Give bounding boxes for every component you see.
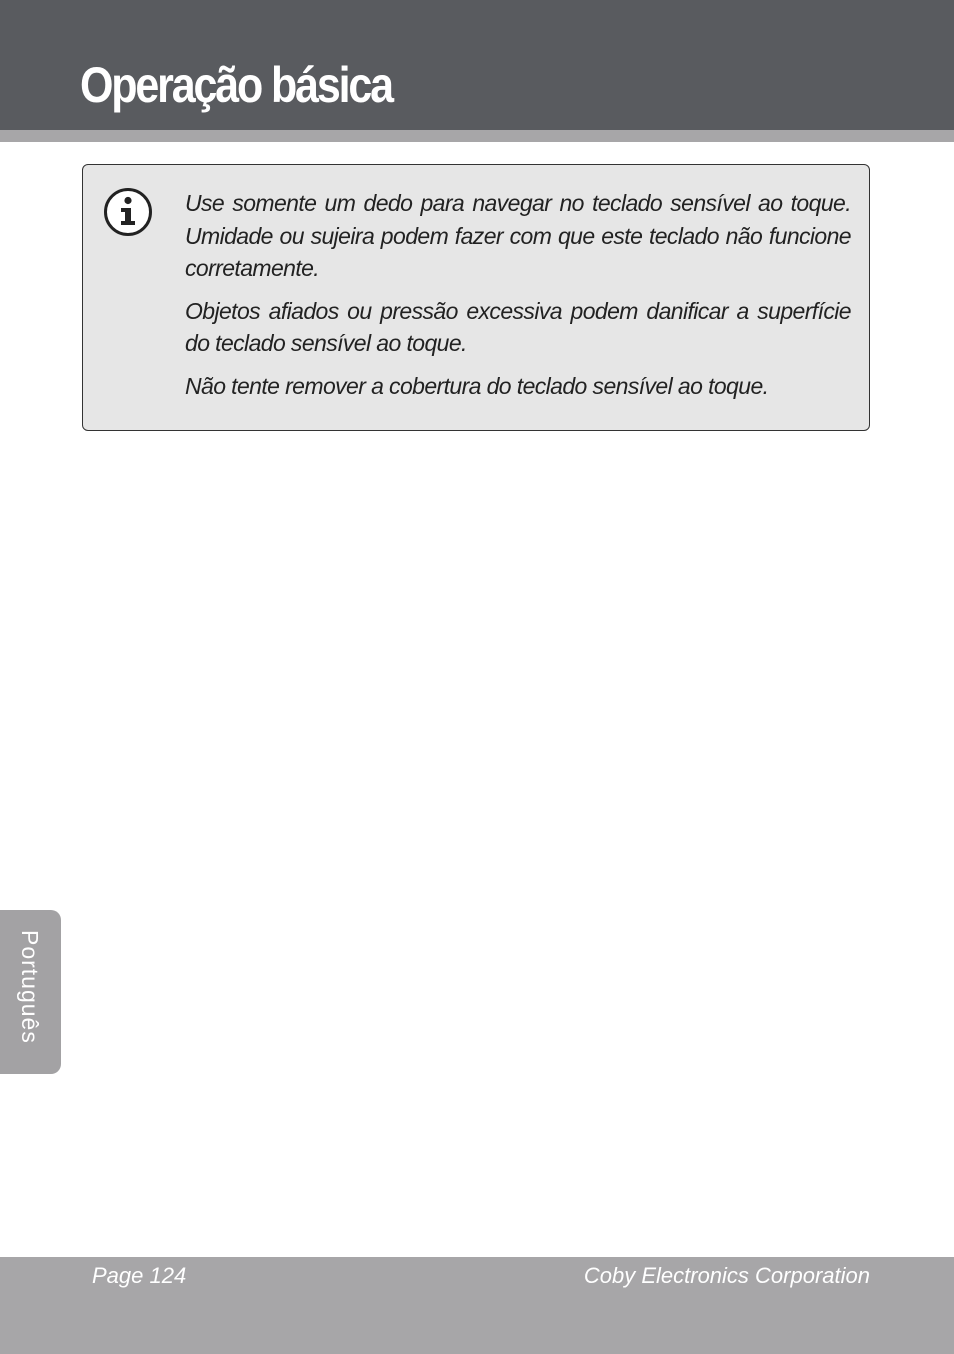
- header-stripe: [0, 130, 954, 142]
- info-icon: [103, 187, 153, 237]
- page-header: [0, 0, 954, 130]
- page-footer: [0, 1257, 954, 1354]
- language-tab: [0, 910, 61, 1074]
- language-tab-label: Português: [17, 930, 43, 1044]
- company-name: Coby Electronics Corporation: [583, 1263, 870, 1288]
- page-title: Operação básica: [80, 57, 392, 113]
- note-text: [185, 187, 851, 412]
- note-paragraph-3: Não tente remover a cobertura do teclado sensível ao toque.: [185, 372, 769, 399]
- note-box: [82, 164, 870, 431]
- page-number: Page 124: [92, 1263, 187, 1288]
- note-paragraph-2: Objetos afiados ou pressão excessiva podem danificar a superfície do teclado sensível ao toque.: [185, 297, 851, 356]
- note-paragraph-1: Use somente um dedo para navegar no teclado sensível ao toque. Umidade ou sujeira podem fazer com que este teclado não funcione corretamente.: [185, 190, 851, 281]
